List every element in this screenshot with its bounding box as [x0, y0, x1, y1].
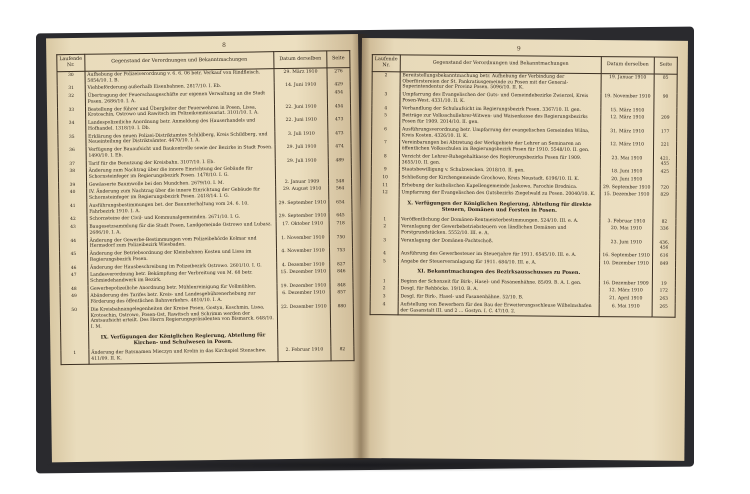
section-spacer: [331, 328, 354, 347]
entry-date: 22. Juni 1910: [275, 117, 328, 131]
entry-number: 44: [59, 237, 87, 251]
section-spacer: [371, 197, 399, 216]
right-page: [358, 38, 688, 461]
entry-subject: Schließung der Kirchengemeinde Grochowo, Kreis Neustadt. 6196/10. II. K.: [399, 174, 600, 183]
entry-date: 29. Juli 1910: [275, 143, 328, 157]
entry-number: 3: [370, 293, 398, 301]
entry-subject: Erklärung des neuen Polizei-Distriktamtes Schildberg, Kreis Schildberg, und Neueinteilung der Distriktsämter. 4470/10. I. A.: [86, 131, 275, 147]
entry-subject: Desgl. für Birk-, Hasel- und Fasanenhähne. 52/10. B.: [398, 293, 599, 302]
entry-page: 474: [328, 143, 351, 157]
entry-date: 2. Januar 1909: [276, 178, 329, 186]
entry-date: 3. Juli 1910: [275, 130, 328, 144]
entry-date: 17. Oktober 1910: [276, 221, 329, 235]
entry-page: 425: [653, 169, 676, 177]
entry-subject: Tarif für die Benutzung der Kreisbahn. 3107/10. I. Eb.: [86, 158, 275, 168]
entry-page: 263: [652, 296, 675, 304]
entry-page: 880: [330, 303, 353, 328]
entry-subject: Bestellung der führer und Übergleiter der Feuerwehren in Posen, Lissa, Krotoschin, Ostrowo und Rawitsch im Polizeikommissariat. 3101/10. I. A.: [85, 104, 274, 120]
entry-date: [275, 165, 328, 179]
entry-number: 34: [58, 120, 86, 134]
entry-subject: Landesverordnung betr. Bekämpfung der Verbreitung von M. 68 betr. Schmiedehandwerk im Bezirk.: [88, 269, 277, 285]
right-col-page: Seite: [654, 57, 677, 74]
entry-number: 6: [372, 126, 400, 140]
entry-date: 22. Juni 1910: [274, 103, 327, 117]
entry-page: 19: [652, 280, 675, 288]
entry-subject: Aufstellung von Bewerbern für den Bau der Erweiterungsschleuse Wilhelmshafen der Gasanstalt III. und 2 ... Gostyn. I. C. 47/10. 2.: [398, 301, 599, 317]
section-spacer: [278, 328, 331, 347]
entry-date: 21. April 1910: [599, 295, 652, 303]
section-spacer: [652, 268, 675, 280]
entry-subject: Änderung der Hausbeschreibung im Polizeibezirk Ostrowo. 2601/10. I. G.: [87, 262, 276, 272]
entry-subject: Umpfarrung des Evangelischen der Guts- und Gemeindebezirke Zwierzel, Kreis Posen-West. 4331/10. II. K.: [400, 92, 601, 107]
entry-number: 2: [372, 72, 400, 92]
entry-date: 4. Dezember 1910: [277, 261, 330, 269]
entry-date: 19. November 1910: [601, 93, 654, 107]
entry-number: 50: [60, 307, 88, 332]
entry-subject: Veranlagung der Gewerbebetriebsteuern von ländlichen Domänen und Forstgrundstücken. 5552/10. III. e. A.: [399, 224, 600, 239]
entry-number: 31: [57, 85, 85, 93]
entry-number: 10: [371, 174, 399, 182]
entry-page: 848: [330, 282, 353, 290]
entry-date: 6. Dezember 1910: [277, 290, 330, 304]
right-col-date: Datum derselben: [601, 57, 654, 74]
entry-date: 23. Juni 1910: [600, 239, 653, 252]
right-col-subject: Gegenstand der Verordnungen und Bekanntmachungen: [400, 55, 601, 74]
entry-page: 548: [329, 178, 352, 186]
entry-date: 29. Juli 1910: [275, 157, 328, 165]
entry-subject: Angabe der Steuerveranlagung für 1911. 684/10. III. e. A.: [398, 258, 599, 267]
entry-number: 38: [58, 168, 86, 182]
entry-subject: Ausführungsbestimmungen bet. der Bauunterhaltung vom 24. 6. 10. Fahrbezirk 1910. I. A.: [87, 200, 276, 216]
section-spacer: [600, 199, 653, 218]
right-page-number: 9: [516, 45, 521, 53]
entry-date: 12. März 1910: [600, 141, 653, 155]
entry-subject: Landespolizeiliche Anordnung betr. Anmeldung des Hauserhandels und Hofhandel. 1318/10. I. Db.: [85, 117, 274, 133]
entry-date: 20. Mai 1910: [600, 226, 653, 240]
entry-subject: Ausführung des Gewerbesteuer im Steuerjahre für 1911. 6545/10. III. e. A.: [398, 250, 599, 259]
book-gutter: [352, 34, 370, 460]
entry-page: 90: [654, 94, 677, 108]
entry-number: 4: [371, 250, 399, 258]
entry-number: 9: [371, 166, 399, 174]
table-row: [372, 72, 677, 94]
entry-number: 37: [58, 160, 86, 168]
entry-page: 436, 456: [653, 239, 676, 252]
entry-number: 8: [371, 153, 399, 167]
section-title: XI. Bekanntmachungen des Bezirksausschusses zu Posen.: [398, 266, 599, 280]
entry-number: 2: [370, 285, 398, 293]
entry-date: 16. Dezember 1909: [599, 280, 652, 288]
entry-number: 46: [60, 264, 88, 272]
entry-number: 42: [59, 216, 87, 224]
entry-number: 3: [371, 237, 399, 250]
entry-subject: Abänderung des Tarifes betr. Kreis- und Landesgebührenerhebung zur Förderung des öffentlichen Bahnverkehrs. 4810/10. I. A.: [88, 291, 277, 307]
right-table-body: [370, 72, 677, 318]
left-col-subject: Gegenstand der Verordnungen und Bekanntmachungen: [85, 52, 274, 72]
entry-subject: Bereitstellungsbekanntmachung betr. Aufhebung der Verbindung der Oberförstereien der St. Pankratiusgemeinde zu Posen mit der General-Superintendentur der Provinz Posen. 5096/10. II. K.: [400, 72, 601, 93]
entry-subject: Erhebung der katholischen Kapellengemeinde Jaskowo, Parochie Brodnica.: [399, 182, 600, 191]
entry-page: 265: [652, 303, 675, 317]
entry-date: 12. März 1910: [601, 114, 654, 128]
entry-subject: Umpfarrung der Evangelischen des Gutsbezirks Ziegelwald zu Posen. 20040/10. K.: [399, 190, 600, 199]
entry-number: 4: [370, 301, 398, 315]
left-col-page: Seite: [327, 51, 350, 68]
entry-number: 45: [60, 251, 88, 265]
entry-date: 19. Dezember 1910: [277, 282, 330, 290]
entry-number: 3: [372, 91, 400, 105]
entry-page: 82: [331, 346, 354, 360]
entry-date: 16. September 1910: [600, 252, 653, 260]
entry-number: 35: [58, 133, 86, 147]
left-page: [46, 34, 364, 462]
entry-subject: Verfügung der Bauaufsicht und Baukontrolle sowie der Bezirke in Stadt Posen. 1490/10. I. Eb.: [86, 144, 275, 160]
entry-date: 15. Dezember 1910: [277, 269, 330, 283]
entry-number: 43: [59, 224, 87, 238]
entry-page: 221: [653, 142, 676, 156]
entry-page: 857: [330, 290, 353, 304]
entry-number: 1: [371, 216, 399, 224]
entry-subject: Gewässerte Baumwolle bei den Mundchen. 2679/10. I. M.: [86, 179, 275, 189]
entry-page: 718: [329, 220, 352, 234]
right-register-table: [370, 54, 678, 318]
entry-subject: Änderung der Betriebsordnung der Kleinbahnen Kosten und Lissa im Regierungsbezirk Posen.: [87, 248, 276, 264]
entry-date: 12. März 1910: [599, 287, 652, 295]
entry-subject: Baugesetzsammlung für die Stadt Posen, Landgemeinde Ostrowo und Lubasz. 2686/10. I. A.: [87, 221, 276, 237]
entry-page: 473: [328, 116, 351, 130]
entry-date: 22. Dezember 1910: [277, 303, 330, 329]
section-spacer: [370, 265, 398, 277]
entry-page: 421, 455: [653, 155, 676, 169]
section-title: X. Verfügungen der Königlichen Regierung, Abteilung für direkte Steuern, Domänen und Forsten in Posen.: [399, 198, 600, 218]
entry-page: 616: [653, 252, 676, 260]
entry-number: 47: [60, 272, 88, 286]
entry-date: 1. November 1910: [276, 234, 329, 248]
left-page-number: 8: [222, 41, 227, 49]
section-spacer: [599, 267, 652, 280]
entry-date: 10. Dezember 1910: [600, 260, 653, 268]
entry-page: 849: [653, 260, 676, 268]
entry-subject: Veröffentlichung der Domänen-Rentmeisterbestimmungen. 524/10. III. e. A.: [399, 216, 600, 225]
entry-date: 4. November 1910: [276, 247, 329, 261]
entry-number: 33: [57, 106, 85, 120]
entry-number: 7: [371, 139, 399, 153]
entry-date: 29. September 1910: [276, 213, 329, 221]
entry-number: 12: [371, 190, 399, 198]
left-col-date: Datum derselben: [274, 51, 327, 69]
entry-subject: Ausführungsverordnung betr. Umpfarrung der evangelischen Gemeinden Wilna, Kreis Kosten. 4326/10. II. K.: [399, 126, 600, 141]
entry-page: 564: [329, 186, 352, 200]
table-row: [61, 346, 354, 364]
entry-number: 5: [371, 258, 399, 266]
section-title: IX. Verfügungen der Königlichen Regierung, Abteilung für Kirchen- und Schulwesen in Posen.: [88, 329, 277, 350]
entry-page: 82: [653, 218, 676, 226]
entry-subject: Schornsteine der Civil- und Kommunalgemeinden. 2671/10. I. G.: [87, 214, 276, 224]
entry-page: 276: [327, 68, 350, 82]
entry-number: 1: [370, 278, 398, 286]
entry-date: 20. Juni 1910: [600, 176, 653, 184]
left-col-nr: Laufende Nr.: [57, 54, 85, 71]
entry-number: 32: [57, 93, 85, 107]
entry-page: [328, 164, 351, 178]
entry-page: 209: [654, 115, 677, 129]
entry-number: 49: [60, 293, 88, 307]
entry-page: 720: [653, 184, 676, 192]
entry-date: [274, 90, 327, 104]
left-register-table: [56, 50, 354, 365]
entry-date: 19. Januar 1910: [601, 74, 654, 94]
entry-number: 41: [59, 203, 87, 217]
entry-subject: Gewerbepolizeiliche Anordnung betr. Mühlenreinigung für Vollmühlen.: [88, 283, 277, 293]
entry-date: 29. August 1910: [276, 186, 329, 200]
entry-subject: Verhandlung der Schulaufsicht im Regierungsbezirk Posen. 3367/10. II. gen.: [400, 105, 601, 114]
entry-number: 5: [372, 112, 400, 126]
left-table-body: [57, 68, 354, 365]
entry-page: 172: [652, 288, 675, 296]
entry-number: 1: [61, 350, 89, 364]
entry-page: 654: [329, 199, 352, 213]
entry-page: 429: [327, 82, 350, 90]
entry-subject: Änderung der Ratsnamen Mieczyn und Krolin in das Kirchspiel Stenschew. 411/09. II. K.: [89, 348, 278, 365]
entry-subject: Änderung zum Nachtrag über die innere Einrichtung der Gebäude für Schornsteinfeger im Regierungsbezirk Posen. 1478/10. I. G.: [86, 165, 275, 181]
entry-subject: Übertragung der Feuerschaugeschäfte zur eigenen Verwaltung an die Stadt Posen. 2686/10. I. A.: [85, 90, 274, 106]
entry-date: 14. Juni 1910: [274, 82, 327, 90]
entry-subject: Aufhebung der Polizeiverordnung v. 6. 6. 06 betr. Verkauf von Rindfleisch. 5854/10. I. B.: [85, 69, 274, 86]
entry-page: 750: [329, 234, 352, 248]
entry-number: 11: [371, 182, 399, 190]
entry-date: 31. März 1910: [601, 128, 654, 142]
entry-subject: Verzicht der Lehrer-Ruhegehaltkasse des Regierungsbezirks Posen für 1909. 3655/10. II. gen.: [399, 153, 600, 168]
entry-subject: Viehbeförderung außerhalb Eisenbahnen. 2817/10. I. Eb.: [85, 83, 274, 93]
section-spacer: [653, 200, 676, 219]
section-spacer: [61, 332, 89, 351]
entry-page: [654, 107, 677, 115]
entry-page: 454: [327, 103, 350, 117]
entry-number: 30: [57, 71, 85, 85]
entry-page: [653, 177, 676, 185]
entry-page: 827: [330, 261, 353, 269]
entry-subject: IV. Änderung zum Nachtrag über die innere Einrichtung der Gebäude für Schornsteinfeger im Regierungsbezirk Posen. 2418/14. I. G.: [86, 187, 275, 203]
entry-date: 23. Mai 1910: [600, 155, 653, 169]
entry-number: 36: [58, 147, 86, 161]
entry-number: 2: [371, 224, 399, 238]
entry-subject: Beginn der Schonzeit für Birk-, Hasel- und Fasanenhähne. 85/09. B. A. I. gen.: [398, 278, 599, 287]
entry-subject: Veranlagung der Domänen-Pachtschoß.: [398, 237, 599, 252]
entry-date: 18. Juni 1910: [600, 168, 653, 176]
entry-number: 4: [372, 105, 400, 113]
table-row: [370, 301, 675, 318]
entry-page: 454: [327, 89, 350, 103]
entry-subject: Staatsbewilligung v. Schulzwecken. 2018/10. II. gen.: [399, 167, 600, 176]
entry-date: 29. September 1910: [276, 199, 329, 213]
entry-page: 336: [653, 226, 676, 240]
entry-page: 473: [328, 130, 351, 144]
entry-date: 15. Dezember 1910: [600, 192, 653, 200]
entry-date: 29. September 1910: [600, 184, 653, 192]
entry-date: 2. Februar 1910: [278, 347, 331, 362]
entry-number: 39: [59, 182, 87, 190]
entry-subject: Vereinbarungen bei Abtretung der Werkgebiete der Lehrer an Seminaren an öffentlichen Volksschulen im Regierungsbezirk Posen für 1910. 5548/10. II. gen.: [399, 140, 600, 155]
entry-subject: Desgl. für Rehböcke. 19/10. B. A.: [398, 286, 599, 295]
entry-date: 15. März 1910: [601, 107, 654, 115]
entry-page: 489: [328, 157, 351, 165]
entry-subject: Beiträge zur Volksschullehrer-Witwen- und Waisenkasse des Regierungsbezirks Posen für 1909. 2014/10. II. gen.: [399, 113, 600, 128]
entry-page: 846: [330, 268, 353, 282]
entry-subject: Änderung der Gewerbe-Bestimmungen vom Polizeibehörde Kolmar und Hermsdorf zum Polizeibezirk Wiesbaden.: [87, 235, 276, 251]
entry-date: 6. Mai 1910: [599, 303, 652, 317]
entry-page: 829: [653, 192, 676, 200]
entry-page: 177: [654, 128, 677, 142]
entry-number: 40: [59, 189, 87, 203]
entry-page: 645: [329, 212, 352, 220]
entry-date: 3. Februar 1910: [600, 218, 653, 226]
entry-page: 85: [654, 74, 677, 94]
entry-date: 29. März 1910: [274, 68, 327, 83]
entry-page: 753: [329, 247, 352, 261]
entry-number: 48: [60, 286, 88, 294]
entry-subject: Die Kreisbahnangelegenheiten der Kreise Posen, Gostyn, Koschmin, Lissa, Krotoschin, Ostrowo, Posen-Ost, Rawitsch und Schrimm werden der Amtsaufsicht erteilt. Des Herrn Regierungspräsidenten von Bismarck. 648/10. I. M.: [88, 304, 278, 332]
right-col-nr: Laufende Nr.: [372, 55, 400, 72]
